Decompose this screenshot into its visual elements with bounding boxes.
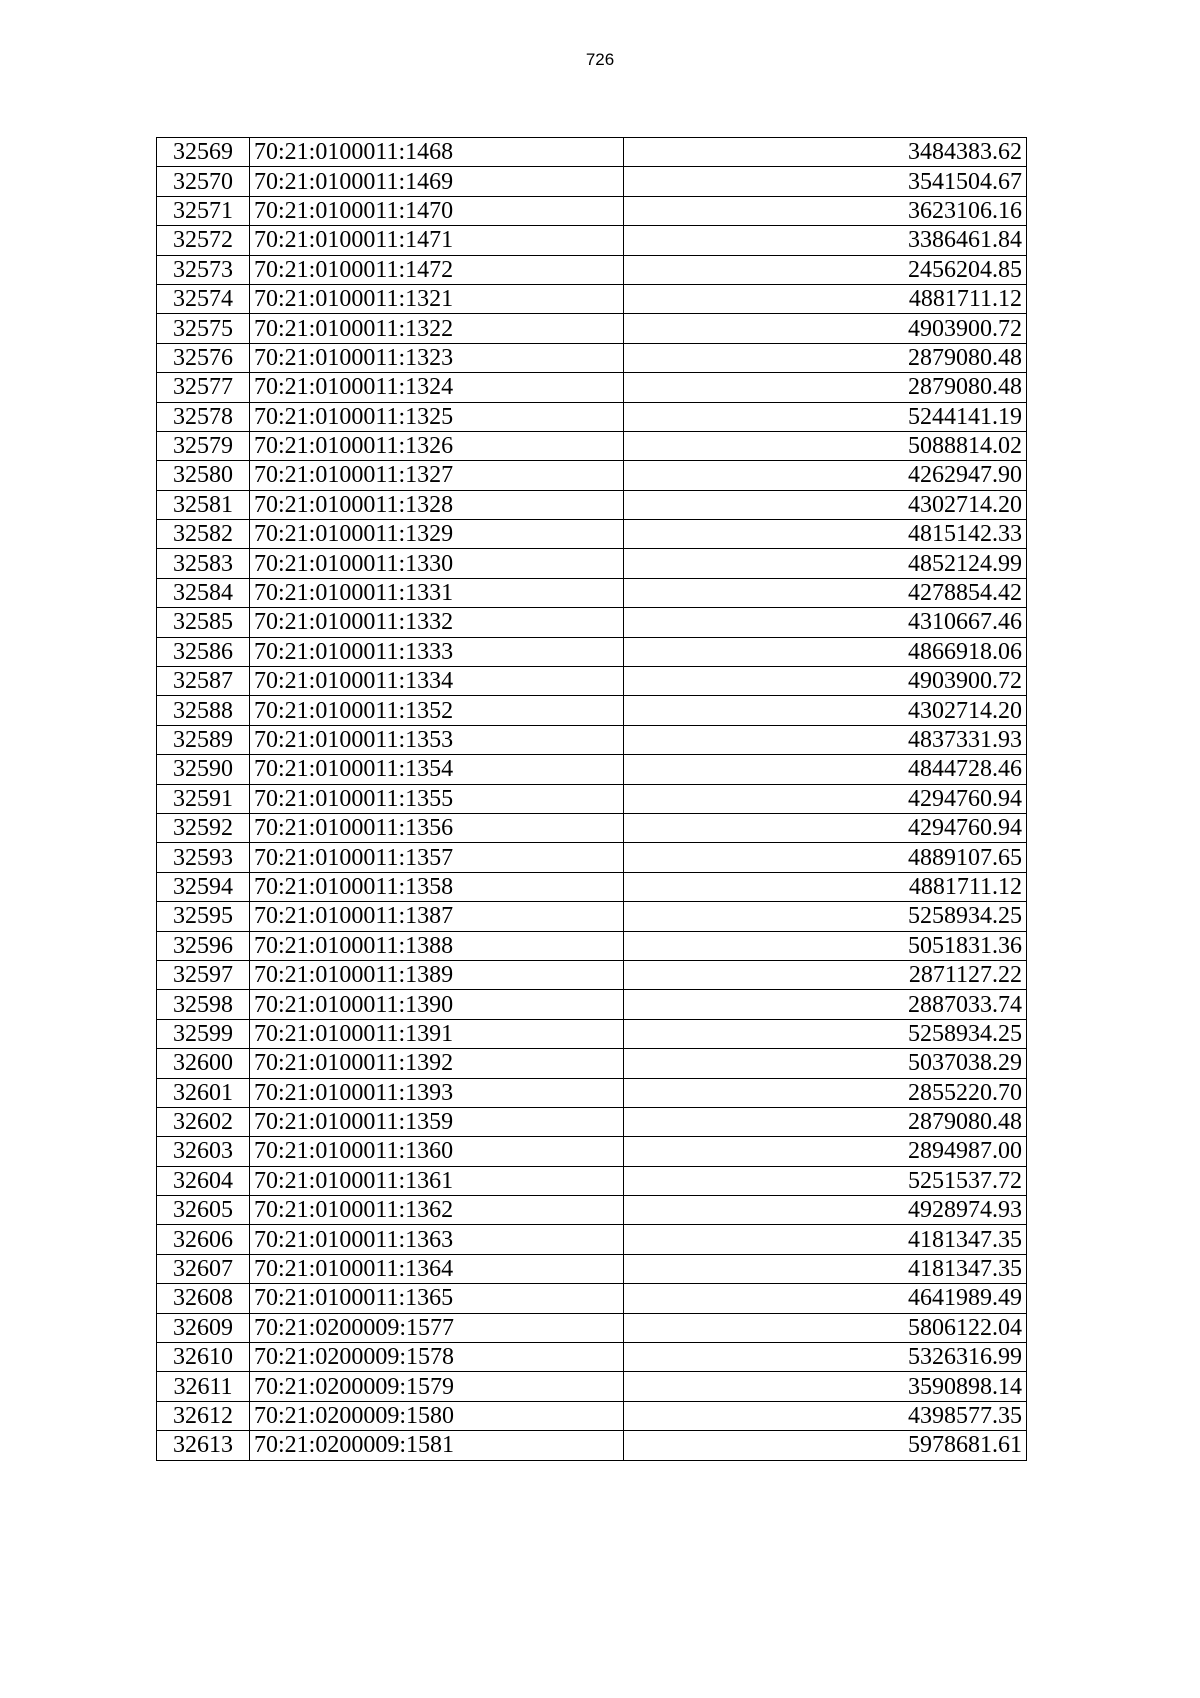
cadastral-value-cell: 2456204.85: [624, 255, 1027, 284]
cadastral-number-cell: 70:21:0100011:1359: [250, 1107, 624, 1136]
table-row: [157, 167, 1027, 196]
row-number-cell: 32603: [157, 1137, 250, 1166]
cadastral-number-cell: 70:21:0100011:1392: [250, 1049, 624, 1078]
cadastral-number-cell: 70:21:0100011:1333: [250, 637, 624, 666]
cadastral-value-cell: 4398577.35: [624, 1401, 1027, 1430]
cadastral-value-cell: 2887033.74: [624, 990, 1027, 1019]
table-row: [157, 1431, 1027, 1460]
row-number-cell: 32580: [157, 461, 250, 490]
cadastral-value-cell: 2855220.70: [624, 1078, 1027, 1107]
row-number-cell: 32607: [157, 1254, 250, 1283]
table-row: [157, 637, 1027, 666]
cadastral-number-cell: 70:21:0100011:1470: [250, 196, 624, 225]
row-number-cell: 32574: [157, 284, 250, 313]
row-number-cell: 32609: [157, 1313, 250, 1342]
table-row: [157, 990, 1027, 1019]
row-number-cell: 32608: [157, 1284, 250, 1313]
table-row: [157, 402, 1027, 431]
cadastral-value-cell: 5326316.99: [624, 1343, 1027, 1372]
cadastral-value-cell: 2879080.48: [624, 1107, 1027, 1136]
cadastral-number-cell: 70:21:0100011:1328: [250, 490, 624, 519]
table-row: [157, 1313, 1027, 1342]
cadastral-value-cell: 4844728.46: [624, 755, 1027, 784]
row-number-cell: 32593: [157, 843, 250, 872]
cadastral-value-cell: 5037038.29: [624, 1049, 1027, 1078]
cadastral-value-cell: 4881711.12: [624, 872, 1027, 901]
table-row: [157, 1284, 1027, 1313]
cadastral-value-cell: 4294760.94: [624, 784, 1027, 813]
cadastral-number-cell: 70:21:0100011:1393: [250, 1078, 624, 1107]
row-number-cell: 32591: [157, 784, 250, 813]
table-row: [157, 960, 1027, 989]
table-row: [157, 255, 1027, 284]
cadastral-number-cell: 70:21:0100011:1334: [250, 667, 624, 696]
row-number-cell: 32606: [157, 1225, 250, 1254]
cadastral-number-cell: 70:21:0100011:1352: [250, 696, 624, 725]
table-row: [157, 284, 1027, 313]
cadastral-number-cell: 70:21:0100011:1360: [250, 1137, 624, 1166]
cadastral-number-cell: 70:21:0100011:1390: [250, 990, 624, 1019]
cadastral-number-cell: 70:21:0100011:1358: [250, 872, 624, 901]
table-row: [157, 1166, 1027, 1195]
cadastral-number-cell: 70:21:0100011:1471: [250, 226, 624, 255]
row-number-cell: 32571: [157, 196, 250, 225]
cadastral-number-cell: 70:21:0100011:1329: [250, 520, 624, 549]
cadastral-number-cell: 70:21:0100011:1389: [250, 960, 624, 989]
row-number-cell: 32595: [157, 902, 250, 931]
table-row: [157, 431, 1027, 460]
cadastral-value-cell: 5051831.36: [624, 931, 1027, 960]
cadastral-value-cell: 5806122.04: [624, 1313, 1027, 1342]
cadastral-number-cell: 70:21:0100011:1387: [250, 902, 624, 931]
cadastral-value-cell: 4278854.42: [624, 578, 1027, 607]
cadastral-number-cell: 70:21:0100011:1361: [250, 1166, 624, 1195]
cadastral-value-cell: 5258934.25: [624, 902, 1027, 931]
cadastral-number-cell: 70:21:0100011:1469: [250, 167, 624, 196]
cadastral-number-cell: 70:21:0100011:1391: [250, 1019, 624, 1048]
cadastral-number-cell: 70:21:0100011:1364: [250, 1254, 624, 1283]
table-row: [157, 138, 1027, 167]
cadastral-value-cell: 4815142.33: [624, 520, 1027, 549]
cadastral-number-cell: 70:21:0100011:1356: [250, 813, 624, 842]
row-number-cell: 32578: [157, 402, 250, 431]
cadastral-value-cell: 3590898.14: [624, 1372, 1027, 1401]
cadastral-value-cell: 5978681.61: [624, 1431, 1027, 1460]
row-number-cell: 32592: [157, 813, 250, 842]
cadastral-number-cell: 70:21:0100011:1326: [250, 431, 624, 460]
row-number-cell: 32610: [157, 1343, 250, 1372]
cadastral-number-cell: 70:21:0100011:1388: [250, 931, 624, 960]
cadastral-value-cell: 4262947.90: [624, 461, 1027, 490]
row-number-cell: 32598: [157, 990, 250, 1019]
row-number-cell: 32594: [157, 872, 250, 901]
cadastral-value-cell: 4302714.20: [624, 696, 1027, 725]
cadastral-value-cell: 4852124.99: [624, 549, 1027, 578]
cadastral-value-cell: 4181347.35: [624, 1254, 1027, 1283]
row-number-cell: 32604: [157, 1166, 250, 1195]
row-number-cell: 32583: [157, 549, 250, 578]
row-number-cell: 32576: [157, 343, 250, 372]
cadastral-number-cell: 70:21:0100011:1355: [250, 784, 624, 813]
cadastral-value-cell: 4837331.93: [624, 725, 1027, 754]
row-number-cell: 32599: [157, 1019, 250, 1048]
table-row: [157, 1254, 1027, 1283]
row-number-cell: 32605: [157, 1196, 250, 1225]
cadastral-number-cell: 70:21:0200009:1580: [250, 1401, 624, 1430]
table-row: [157, 667, 1027, 696]
row-number-cell: 32586: [157, 637, 250, 666]
cadastral-number-cell: 70:21:0100011:1325: [250, 402, 624, 431]
cadastral-value-cell: 5088814.02: [624, 431, 1027, 460]
row-number-cell: 32581: [157, 490, 250, 519]
cadastral-value-cell: 4294760.94: [624, 813, 1027, 842]
cadastral-value-cell: 4310667.46: [624, 608, 1027, 637]
table-row: [157, 1372, 1027, 1401]
table-row: [157, 343, 1027, 372]
row-number-cell: 32588: [157, 696, 250, 725]
cadastral-number-cell: 70:21:0200009:1577: [250, 1313, 624, 1342]
cadastral-value-table: [156, 137, 1027, 1461]
row-number-cell: 32585: [157, 608, 250, 637]
row-number-cell: 32573: [157, 255, 250, 284]
cadastral-number-cell: 70:21:0100011:1468: [250, 138, 624, 167]
table-row: [157, 1049, 1027, 1078]
table-row: [157, 1078, 1027, 1107]
table-row: [157, 314, 1027, 343]
cadastral-value-cell: 2894987.00: [624, 1137, 1027, 1166]
table-row: [157, 843, 1027, 872]
table-row: [157, 696, 1027, 725]
cadastral-value-cell: 4302714.20: [624, 490, 1027, 519]
row-number-cell: 32602: [157, 1107, 250, 1136]
row-number-cell: 32587: [157, 667, 250, 696]
cadastral-number-cell: 70:21:0100011:1357: [250, 843, 624, 872]
table-row: [157, 226, 1027, 255]
cadastral-number-cell: 70:21:0100011:1330: [250, 549, 624, 578]
cadastral-number-cell: 70:21:0100011:1327: [250, 461, 624, 490]
row-number-cell: 32575: [157, 314, 250, 343]
cadastral-value-cell: 2879080.48: [624, 373, 1027, 402]
row-number-cell: 32589: [157, 725, 250, 754]
table-row: [157, 872, 1027, 901]
row-number-cell: 32613: [157, 1431, 250, 1460]
table-row: [157, 784, 1027, 813]
cadastral-value-cell: 4903900.72: [624, 314, 1027, 343]
page-number: 726: [585, 50, 615, 69]
cadastral-number-cell: 70:21:0100011:1324: [250, 373, 624, 402]
table-row: [157, 725, 1027, 754]
row-number-cell: 32601: [157, 1078, 250, 1107]
table-row: [157, 755, 1027, 784]
cadastral-value-cell: 4641989.49: [624, 1284, 1027, 1313]
cadastral-number-cell: 70:21:0100011:1365: [250, 1284, 624, 1313]
cadastral-number-cell: 70:21:0100011:1354: [250, 755, 624, 784]
row-number-cell: 32600: [157, 1049, 250, 1078]
cadastral-value-cell: 4928974.93: [624, 1196, 1027, 1225]
row-number-cell: 32612: [157, 1401, 250, 1430]
cadastral-value-cell: 2879080.48: [624, 343, 1027, 372]
table-row: [157, 373, 1027, 402]
cadastral-value-cell: 4866918.06: [624, 637, 1027, 666]
cadastral-number-cell: 70:21:0100011:1363: [250, 1225, 624, 1254]
cadastral-value-cell: 5258934.25: [624, 1019, 1027, 1048]
row-number-cell: 32579: [157, 431, 250, 460]
table-row: [157, 520, 1027, 549]
table-row: [157, 196, 1027, 225]
cadastral-value-cell: 5244141.19: [624, 402, 1027, 431]
cadastral-number-cell: 70:21:0100011:1331: [250, 578, 624, 607]
cadastral-value-cell: 5251537.72: [624, 1166, 1027, 1195]
table-row: [157, 1401, 1027, 1430]
table-row: [157, 608, 1027, 637]
cadastral-value-cell: 4903900.72: [624, 667, 1027, 696]
row-number-cell: 32582: [157, 520, 250, 549]
table-row: [157, 578, 1027, 607]
table-row: [157, 902, 1027, 931]
cadastral-value-cell: 4181347.35: [624, 1225, 1027, 1254]
cadastral-number-cell: 70:21:0100011:1472: [250, 255, 624, 284]
cadastral-number-cell: 70:21:0100011:1332: [250, 608, 624, 637]
table-row: [157, 490, 1027, 519]
row-number-cell: 32590: [157, 755, 250, 784]
cadastral-number-cell: 70:21:0100011:1323: [250, 343, 624, 372]
table-body: [157, 138, 1027, 1461]
cadastral-number-cell: 70:21:0200009:1578: [250, 1343, 624, 1372]
table-row: [157, 1343, 1027, 1372]
row-number-cell: 32569: [157, 138, 250, 167]
cadastral-number-cell: 70:21:0200009:1581: [250, 1431, 624, 1460]
table-row: [157, 1019, 1027, 1048]
row-number-cell: 32570: [157, 167, 250, 196]
cadastral-number-cell: 70:21:0100011:1321: [250, 284, 624, 313]
table-row: [157, 1225, 1027, 1254]
cadastral-value-cell: 3386461.84: [624, 226, 1027, 255]
table-row: [157, 1196, 1027, 1225]
table-row: [157, 813, 1027, 842]
table-row: [157, 549, 1027, 578]
cadastral-number-cell: 70:21:0100011:1362: [250, 1196, 624, 1225]
table-row: [157, 1137, 1027, 1166]
table-row: [157, 931, 1027, 960]
cadastral-number-cell: 70:21:0100011:1322: [250, 314, 624, 343]
cadastral-number-cell: 70:21:0100011:1353: [250, 725, 624, 754]
cadastral-value-cell: 4889107.65: [624, 843, 1027, 872]
cadastral-value-cell: 2871127.22: [624, 960, 1027, 989]
cadastral-value-cell: 3484383.62: [624, 138, 1027, 167]
cadastral-value-cell: 3623106.16: [624, 196, 1027, 225]
row-number-cell: 32577: [157, 373, 250, 402]
row-number-cell: 32584: [157, 578, 250, 607]
cadastral-number-cell: 70:21:0200009:1579: [250, 1372, 624, 1401]
table-row: [157, 1107, 1027, 1136]
cadastral-value-cell: 4881711.12: [624, 284, 1027, 313]
cadastral-value-cell: 3541504.67: [624, 167, 1027, 196]
row-number-cell: 32596: [157, 931, 250, 960]
row-number-cell: 32597: [157, 960, 250, 989]
table-row: [157, 461, 1027, 490]
row-number-cell: 32572: [157, 226, 250, 255]
row-number-cell: 32611: [157, 1372, 250, 1401]
